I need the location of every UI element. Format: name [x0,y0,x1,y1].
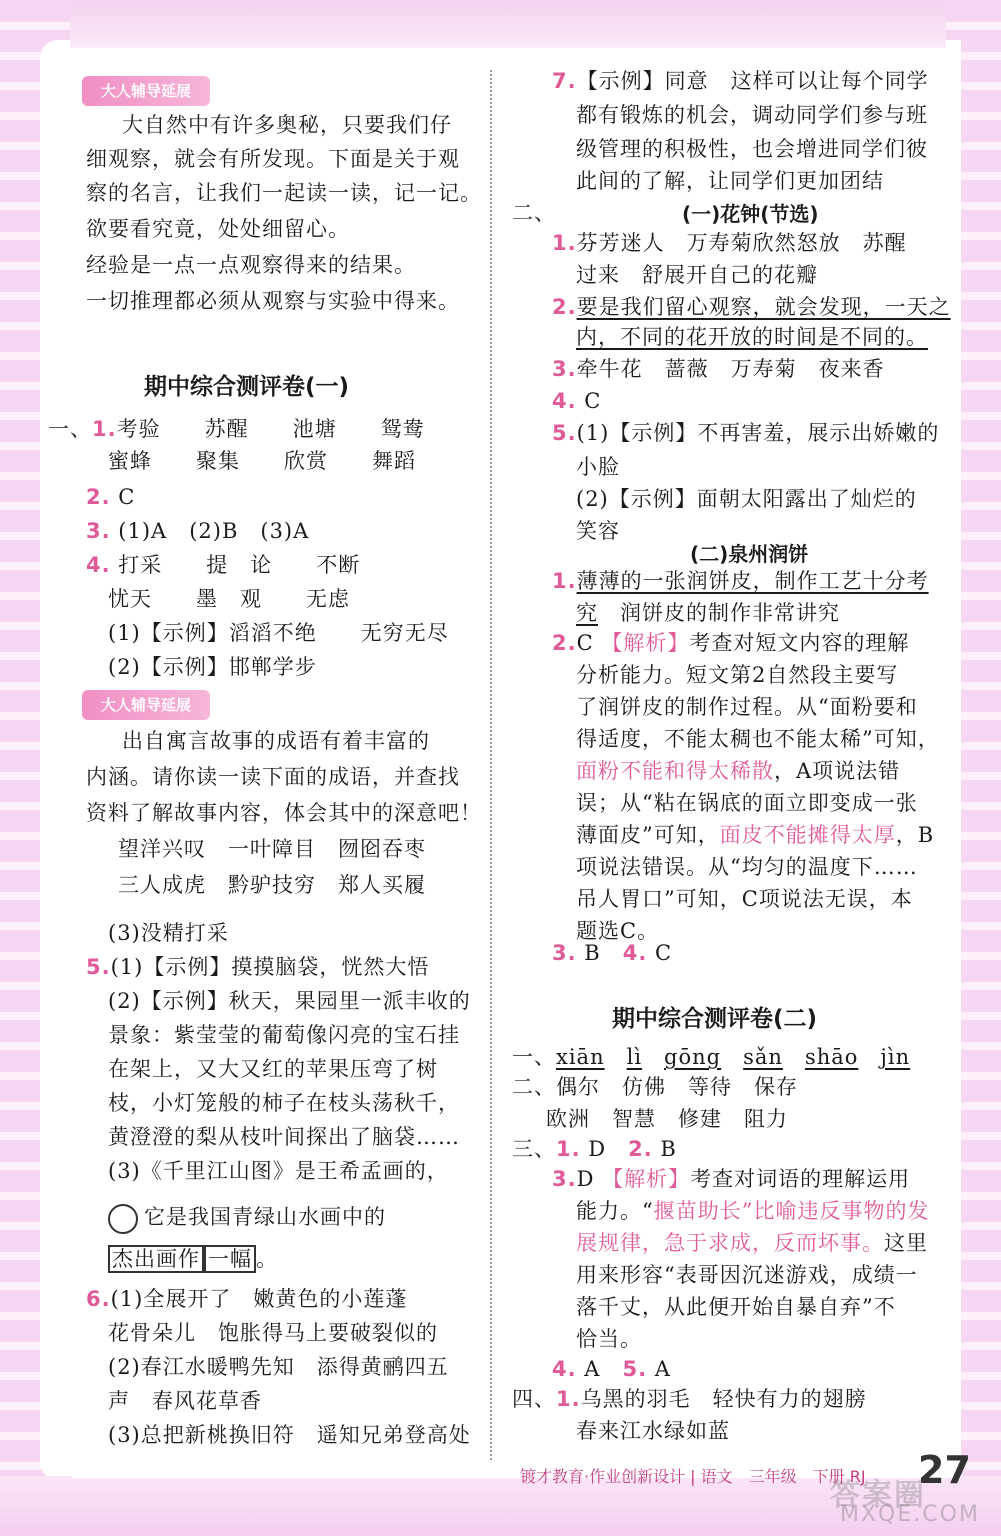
answer-line: 落千丈，从此便开始自暴自弃”不 [576,1295,896,1319]
answer-line: 展规律，急于求成，反而坏事。这里 [576,1231,928,1255]
answer-line: 声 春风花草香 [108,1389,262,1413]
answer-line: 三、1. D 2. B [512,1137,677,1161]
answer-line: 四、1.乌黑的羽毛 轻快有力的翅膀 [512,1387,867,1411]
answer-line: 误；从“粘在锅底的面立即变成一张 [576,791,918,815]
answer-line: 笑容 [576,519,620,543]
guide-text: 经验是一点一点观察得来的结果。 [86,253,416,277]
passage-title: (一)花钟(节选) [682,202,819,226]
guide-text: 细观察，就会有所发现。下面是关于观 [86,147,460,171]
answer-line: 枝，小灯笼般的柿子在枝头荡秋千， [108,1091,460,1115]
answer-line: 此间的了解，让同学们更加团结 [576,169,884,193]
answer-line: 3. (1)A (2)B (3)A [86,519,310,543]
page-number: 27 [918,1448,971,1492]
answer-line: 在架上，又大又红的苹果压弯了树 [108,1057,438,1081]
page-frame-right [946,0,1001,1536]
answer-line: 3.牵牛花 蔷薇 万寿菊 夜来香 [552,357,885,381]
answer-line: 忧天 墨 观 无虑 [108,587,350,611]
answer-line: 6.(1)全展开了 嫩黄色的小莲蓬 [86,1287,408,1311]
answer-line: (2)春江水暖鸭先知 添得黄鹂四五 [108,1355,449,1379]
answer-line: 4. C [552,389,602,413]
answer-line: 能力。“揠苗助长”比喻违反事物的发 [576,1199,930,1223]
parent-guide-badge: 大人辅导延展 [82,76,210,106]
answer-line: 景象：紫莹莹的葡萄像闪亮的宝石挂 [108,1023,460,1047]
answer-line: (3)《千里江山图》是王希孟画的， [108,1159,449,1183]
guide-text: 欲要看究竟，处处细留心。 [86,217,350,241]
answer-line: 得适度，不能太稠也不能太稀”可知， [576,727,940,751]
answer-line: 面粉不能和得太稀散，A项说法错 [576,759,901,783]
guide-text: 三人成虎 黔驴技穷 郑人买履 [118,873,426,897]
page-content [48,58,954,1478]
answer-line: 2.C 【解析】考查对短文内容的理解 [552,631,910,655]
answer-line: (2)【示例】邯郸学步 [108,655,317,679]
answer-line: 分析能力。短文第2自然段主要写 [576,663,899,687]
section-prefix: 二、 [512,201,556,225]
answer-line: 1.芬芳迷人 万寿菊欣然怒放 苏醒 [552,231,907,255]
guide-text: 望洋兴叹 一叶障目 囫囵吞枣 [118,837,426,861]
answer-line: (3)总把新桃换旧符 遥知兄弟登高处 [108,1423,471,1447]
guide-text: 出自寓言故事的成语有着丰富的 [122,729,430,753]
answer-line: (1)【示例】滔滔不绝 无穷无尽 [108,621,449,645]
answer-line: 5.(1)【示例】摸摸脑袋，恍然大悟 [86,955,430,979]
answer-line: 薄面皮”可知，面皮不能摊得太厚，B [576,823,935,847]
answer-line: 春来江水绿如蓝 [576,1419,730,1443]
answer-line: 杰出画作 一幅 。 [108,1244,278,1274]
guide-text: 一切推理都必须从观察与实验中得来。 [86,289,460,313]
section-title: 期中综合测评卷(一) [144,374,350,400]
answer-line: 3.D 【解析】考查对词语的理解运用 [552,1167,911,1191]
answer-line: 用来形容“表哥因沉迷游戏，成绩一 [576,1263,918,1287]
answer-line: 它是我国青绿山水画中的 [108,1202,386,1234]
answer-line: (2)【示例】面朝太阳露出了灿烂的 [576,487,917,511]
answer-line: 1.薄薄的一张润饼皮，制作工艺十分考 [552,569,929,593]
answer-line: 蜜蜂 聚集 欣赏 舞蹈 [108,449,416,473]
watermark-logo: 答案圈 [830,1478,926,1513]
answer-line: 内，不同的花开放的时间是不同的。 [576,325,928,349]
guide-text: 内涵。请你读一读下面的成语，并查找 [86,765,460,789]
footer-book-info: 镀才教育·作业创新设计 | 语文 三年级 下册 RJ [520,1467,866,1486]
answer-line: 欧洲 智慧 修建 阻力 [546,1107,788,1131]
section-title: 期中综合测评卷(二) [612,1006,818,1032]
answer-line: 黄澄澄的梨从枝叶间探出了脑袋…… [108,1125,460,1149]
answer-line: 恰当。 [576,1327,642,1351]
page-frame-left [0,0,70,1536]
answer-line: 4. 打采 提 论 不断 [86,553,361,577]
answer-line: 2.要是我们留心观察，就会发现，一天之 [552,295,951,319]
answer-line: 过来 舒展开自己的花瓣 [576,263,818,287]
answer-line: 4. A 5. A [552,1357,671,1381]
answer-line: 一、xiān lì gōng sǎn shāo jìn [512,1045,911,1069]
answer-line: (2)【示例】秋天，果园里一派丰收的 [108,989,471,1013]
sentence-mark-icon [108,1204,138,1234]
guide-text: 大自然中有许多奥秘，只要我们仔 [122,113,452,137]
answer-line: 都有锻炼的机会，调动同学们参与班 [576,103,928,127]
answer-line: 究 润饼皮的制作非常讲究 [576,601,840,625]
answer-line: 级管理的积极性，也会增进同学们彼 [576,137,928,161]
parent-guide-badge: 大人辅导延展 [82,690,210,720]
guide-text: 察的名言，让我们一起读一读，记一记。 [86,181,482,205]
answer-line: 花骨朵儿 饱胀得马上要破裂似的 [108,1321,438,1345]
answer-line: 3. B 4. C [552,941,673,965]
guide-text: 资料了解故事内容，体会其中的深意吧！ [86,801,482,825]
answer-line: 2. C [86,485,136,509]
answer-line: (3)没精打采 [108,921,229,945]
answer-line: 二、偶尔 仿佛 等待 保存 [512,1075,798,1099]
answer-line: 题选C。 [576,919,660,943]
answer-line: 吊人胃口”可知，C项说法无误，本 [576,887,913,911]
answer-line: 一、1.考验 苏醒 池塘 鸳鸯 [48,417,425,441]
watermark-url: MXQE.COM [840,1502,980,1527]
answer-line: 小脸 [576,455,620,479]
answer-line: 项说法错误。从“均匀的温度下…… [576,855,918,879]
answer-line: 了润饼皮的制作过程。从“面粉要和 [576,695,918,719]
passage-title: (二)泉州润饼 [690,542,809,566]
column-divider [490,70,492,1460]
page-frame-top [0,0,1001,48]
answer-line: 7.【示例】同意 这样可以让每个同学 [552,69,929,93]
answer-line: 5.(1)【示例】不再害羞，展示出娇嫩的 [552,421,940,445]
